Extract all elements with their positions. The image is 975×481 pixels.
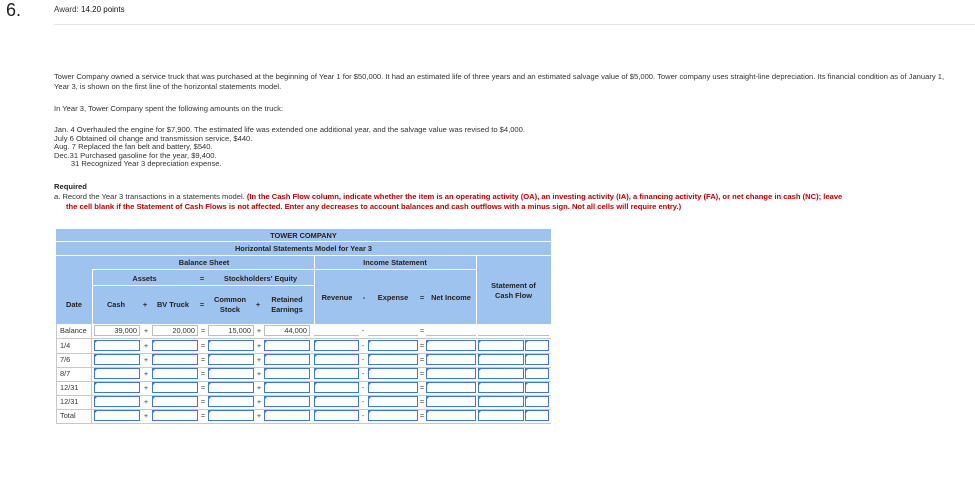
input-marker-icon <box>152 354 156 358</box>
net-income-input[interactable] <box>426 354 476 365</box>
equals-sign: = <box>200 369 206 378</box>
common-stock-input[interactable] <box>208 396 254 407</box>
retained-earnings-cell: 44,000 <box>264 325 310 336</box>
equals-sign: = <box>200 397 206 406</box>
col-retained-2: Earnings <box>271 305 303 314</box>
model-title: Horizontal Statements Model for Year 3 <box>234 244 373 253</box>
cash-input[interactable] <box>94 354 140 365</box>
plus-sign: + <box>143 411 149 420</box>
plus-sign: + <box>143 383 149 392</box>
award-label: Award: <box>54 5 79 14</box>
common-stock-input[interactable] <box>208 410 254 421</box>
input-marker-icon <box>478 382 482 386</box>
input-marker-icon <box>478 368 482 372</box>
input-marker-icon <box>525 382 529 386</box>
assets-header: Assets <box>132 274 157 283</box>
net-income-input[interactable] <box>426 368 476 379</box>
transaction-item: Dec.31 Purchased gasoline for the year, $9,400. <box>54 150 217 160</box>
equals-sign: = <box>200 355 206 364</box>
requirement-a <box>54 192 974 202</box>
input-marker-icon <box>426 340 430 344</box>
table-row <box>56 367 551 382</box>
equals-sign: = <box>200 326 206 335</box>
equals-sign: = <box>419 397 425 406</box>
input-marker-icon <box>314 368 318 372</box>
row-label: 8/7 <box>56 367 92 381</box>
input-marker-icon <box>525 368 529 372</box>
cash-flow-activity-input[interactable] <box>525 382 549 393</box>
input-marker-icon <box>208 396 212 400</box>
row-label: 1/4 <box>56 339 92 353</box>
required-heading: Required <box>54 182 87 191</box>
net-income-input[interactable] <box>426 410 476 421</box>
balance-sheet-header: Balance Sheet <box>178 258 230 267</box>
input-marker-icon <box>152 396 156 400</box>
retained-earnings-input[interactable] <box>264 382 310 393</box>
table-row <box>56 381 551 396</box>
expense-input[interactable] <box>368 354 418 365</box>
equals-sign: = <box>419 355 425 364</box>
revenue-input[interactable] <box>314 382 359 393</box>
retained-earnings-input[interactable] <box>264 368 310 379</box>
stockholders-equity-header: Stockholders' Equity <box>223 274 298 283</box>
cash-flow-amount-input[interactable] <box>478 340 524 351</box>
input-marker-icon <box>208 340 212 344</box>
expense-input[interactable] <box>368 396 418 407</box>
plus-sign: + <box>256 383 262 392</box>
input-marker-icon <box>478 340 482 344</box>
input-marker-icon <box>94 354 98 358</box>
plus-sign: + <box>256 369 262 378</box>
plus-sign: + <box>142 300 148 309</box>
input-marker-icon <box>426 396 430 400</box>
transaction-item: Aug. 7 Replaced the fan belt and battery, $540. <box>54 142 213 152</box>
award-points <box>54 5 125 14</box>
input-marker-icon <box>208 410 212 414</box>
requirement-a-text: a. Record the Year 3 transactions in a statements model. <box>54 192 247 201</box>
transaction-item: Jan. 4 Overhauled the engine for $7,900. The estimated life was extended one additional year, and the salvage value was revised to $4,000. <box>54 125 525 134</box>
plus-sign: + <box>256 326 262 335</box>
revenue-input[interactable] <box>314 396 359 407</box>
input-marker-icon <box>314 410 318 414</box>
revenue-input[interactable] <box>314 340 359 351</box>
input-marker-icon <box>314 354 318 358</box>
row-label: 7/6 <box>56 353 92 367</box>
minus-sign: - <box>361 397 365 406</box>
input-marker-icon <box>426 354 430 358</box>
retained-earnings-input[interactable] <box>264 410 310 421</box>
bv-truck-cell: 20,000 <box>152 325 198 336</box>
retained-earnings-input[interactable] <box>264 354 310 365</box>
plus-sign: + <box>256 341 262 350</box>
revenue-input[interactable] <box>314 410 359 421</box>
input-marker-icon <box>368 396 372 400</box>
input-marker-icon <box>314 396 318 400</box>
input-marker-icon <box>478 354 482 358</box>
cash-flow-activity-input[interactable] <box>525 354 549 365</box>
input-marker-icon <box>208 382 212 386</box>
input-marker-icon <box>264 396 268 400</box>
cash-flow-activity-cell <box>525 325 549 336</box>
input-marker-icon <box>478 410 482 414</box>
input-marker-icon <box>264 410 268 414</box>
expense-input[interactable] <box>368 368 418 379</box>
common-stock-cell: 15,000 <box>208 325 254 336</box>
input-marker-icon <box>426 410 430 414</box>
row-label: Balance <box>56 324 92 338</box>
input-marker-icon <box>94 382 98 386</box>
bv-truck-input[interactable] <box>152 368 198 379</box>
cash-input[interactable] <box>94 410 140 421</box>
minus-sign: - <box>361 383 365 392</box>
transaction-item: July 6 Obtained oil change and transmission service, $440. <box>54 133 253 143</box>
table-row <box>56 395 551 410</box>
expense-input[interactable] <box>368 340 418 351</box>
plus-sign: + <box>256 411 262 420</box>
plus-sign: + <box>256 355 262 364</box>
col-net-income: Net Income <box>431 293 471 302</box>
cash-input[interactable] <box>94 382 140 393</box>
input-marker-icon <box>426 382 430 386</box>
input-marker-icon <box>264 354 268 358</box>
input-marker-icon <box>426 368 430 372</box>
col-retained-1: Retained <box>271 295 303 304</box>
cash-flow-activity-input[interactable] <box>525 368 549 379</box>
col-revenue: Revenue <box>321 293 353 302</box>
net-income-input[interactable] <box>426 340 476 351</box>
expense-input[interactable] <box>368 382 418 393</box>
cash-flow-activity-input[interactable] <box>525 396 549 407</box>
bv-truck-input[interactable] <box>152 396 198 407</box>
requirement-a-instructions: (In the Cash Flow column, indicate whether the item is an operating activity (OA), an investing activity (IA), a financing activity (FA), or net change in cash (NC); leave <box>246 192 843 201</box>
row-label: 12/31 <box>56 395 92 409</box>
minus-sign: - <box>362 293 366 302</box>
input-marker-icon <box>525 340 529 344</box>
income-statement-header: Income Statement <box>363 258 427 267</box>
minus-sign: - <box>361 369 365 378</box>
cash-flow-amount-input[interactable] <box>478 410 524 421</box>
plus-sign: + <box>256 397 262 406</box>
cash-flow-activity-input[interactable] <box>525 340 549 351</box>
plus-sign: + <box>143 326 149 335</box>
transaction-list <box>54 126 525 169</box>
cash-flow-amount-input[interactable] <box>478 368 524 379</box>
col-common-stock-1: Common <box>213 295 247 304</box>
input-marker-icon <box>368 382 372 386</box>
common-stock-input[interactable] <box>208 368 254 379</box>
cash-cell: 39,000 <box>94 325 140 336</box>
requirement-a-instructions-cont: the cell blank if the Statement of Cash Flows is not affected. Enter any decreases to account balances and cash outflows with a minus sign. Not all cells will require entry.) <box>66 202 682 211</box>
equals-sign: = <box>200 411 206 420</box>
input-marker-icon <box>208 368 212 372</box>
input-marker-icon <box>368 340 372 344</box>
bv-truck-input[interactable] <box>152 354 198 365</box>
net-income-input[interactable] <box>426 396 476 407</box>
table-row <box>56 324 551 339</box>
revenue-cell <box>314 325 359 336</box>
statements-model-header <box>56 229 551 324</box>
input-marker-icon <box>152 368 156 372</box>
col-bv-truck: BV Truck <box>156 300 190 309</box>
equals-sign: = <box>419 383 425 392</box>
scf-header-line2: Cash Flow <box>495 291 532 300</box>
bv-truck-input[interactable] <box>152 410 198 421</box>
equals-sign: = <box>199 274 205 283</box>
input-marker-icon <box>264 368 268 372</box>
table-row <box>56 339 551 354</box>
minus-sign: - <box>361 326 365 335</box>
plus-sign: + <box>143 355 149 364</box>
cash-input[interactable] <box>94 396 140 407</box>
cash-flow-activity-input[interactable] <box>525 410 549 421</box>
expense-input[interactable] <box>368 410 418 421</box>
input-marker-icon <box>368 410 372 414</box>
equals-sign: = <box>200 383 206 392</box>
input-marker-icon <box>264 382 268 386</box>
input-marker-icon <box>152 410 156 414</box>
cash-input[interactable] <box>94 340 140 351</box>
input-marker-icon <box>94 410 98 414</box>
divider <box>54 24 975 25</box>
input-marker-icon <box>208 354 212 358</box>
minus-sign: - <box>361 411 365 420</box>
equals-sign: = <box>199 300 205 309</box>
input-marker-icon <box>525 354 529 358</box>
col-cash: Cash <box>106 300 126 309</box>
input-marker-icon <box>525 410 529 414</box>
transaction-item: 31 Recognized Year 3 depreciation expense. <box>54 159 222 169</box>
cash-flow-amount-input[interactable] <box>478 382 524 393</box>
input-marker-icon <box>264 340 268 344</box>
cash-flow-amount-cell <box>478 325 524 336</box>
net-income-cell <box>426 325 476 336</box>
retained-earnings-input[interactable] <box>264 340 310 351</box>
year3-intro: In Year 3, Tower Company spent the following amounts on the truck: <box>54 104 284 113</box>
scf-header-line1: Statement of <box>491 281 536 290</box>
bv-truck-input[interactable] <box>152 340 198 351</box>
table-row <box>56 409 551 424</box>
question-number: 6. <box>6 0 22 20</box>
plus-sign: + <box>143 341 149 350</box>
equals-sign: = <box>419 369 425 378</box>
row-label: 12/31 <box>56 381 92 395</box>
common-stock-input[interactable] <box>208 354 254 365</box>
bv-truck-input[interactable] <box>152 382 198 393</box>
net-income-input[interactable] <box>426 382 476 393</box>
input-marker-icon <box>152 340 156 344</box>
common-stock-input[interactable] <box>208 340 254 351</box>
input-marker-icon <box>478 396 482 400</box>
plus-sign: + <box>255 300 261 309</box>
revenue-input[interactable] <box>314 368 359 379</box>
input-marker-icon <box>94 340 98 344</box>
award-value: 14.20 points <box>81 5 125 14</box>
input-marker-icon <box>314 340 318 344</box>
retained-earnings-input[interactable] <box>264 396 310 407</box>
input-marker-icon <box>94 368 98 372</box>
equals-sign: = <box>419 293 425 302</box>
cash-input[interactable] <box>94 368 140 379</box>
row-label: Total <box>56 409 92 423</box>
equals-sign: = <box>419 411 425 420</box>
plus-sign: + <box>143 397 149 406</box>
expense-cell <box>368 325 418 336</box>
company-name: TOWER COMPANY <box>270 231 337 240</box>
input-marker-icon <box>152 382 156 386</box>
cash-flow-amount-input[interactable] <box>478 396 524 407</box>
equals-sign: = <box>200 341 206 350</box>
input-marker-icon <box>314 382 318 386</box>
minus-sign: - <box>361 341 365 350</box>
table-row <box>56 353 551 368</box>
equals-sign: = <box>419 326 425 335</box>
minus-sign: - <box>361 355 365 364</box>
problem-intro: Tower Company owned a service truck that was purchased at the beginning of Year 1 for $50,000. It had an estimated life of three years and an estimated salvage value of $5,000. Tower company uses straight-line depreciation. Its financial condition as of January 1, Year 3, is shown on the first line of the horizontal statements model. <box>54 72 945 91</box>
input-marker-icon <box>94 396 98 400</box>
equals-sign: = <box>419 341 425 350</box>
input-marker-icon <box>368 354 372 358</box>
plus-sign: + <box>143 369 149 378</box>
cash-flow-amount-input[interactable] <box>478 354 524 365</box>
input-marker-icon <box>368 368 372 372</box>
col-expense: Expense <box>377 293 409 302</box>
revenue-input[interactable] <box>314 354 359 365</box>
col-date: Date <box>65 300 83 309</box>
input-marker-icon <box>525 396 529 400</box>
common-stock-input[interactable] <box>208 382 254 393</box>
col-common-stock-2: Stock <box>219 305 241 314</box>
